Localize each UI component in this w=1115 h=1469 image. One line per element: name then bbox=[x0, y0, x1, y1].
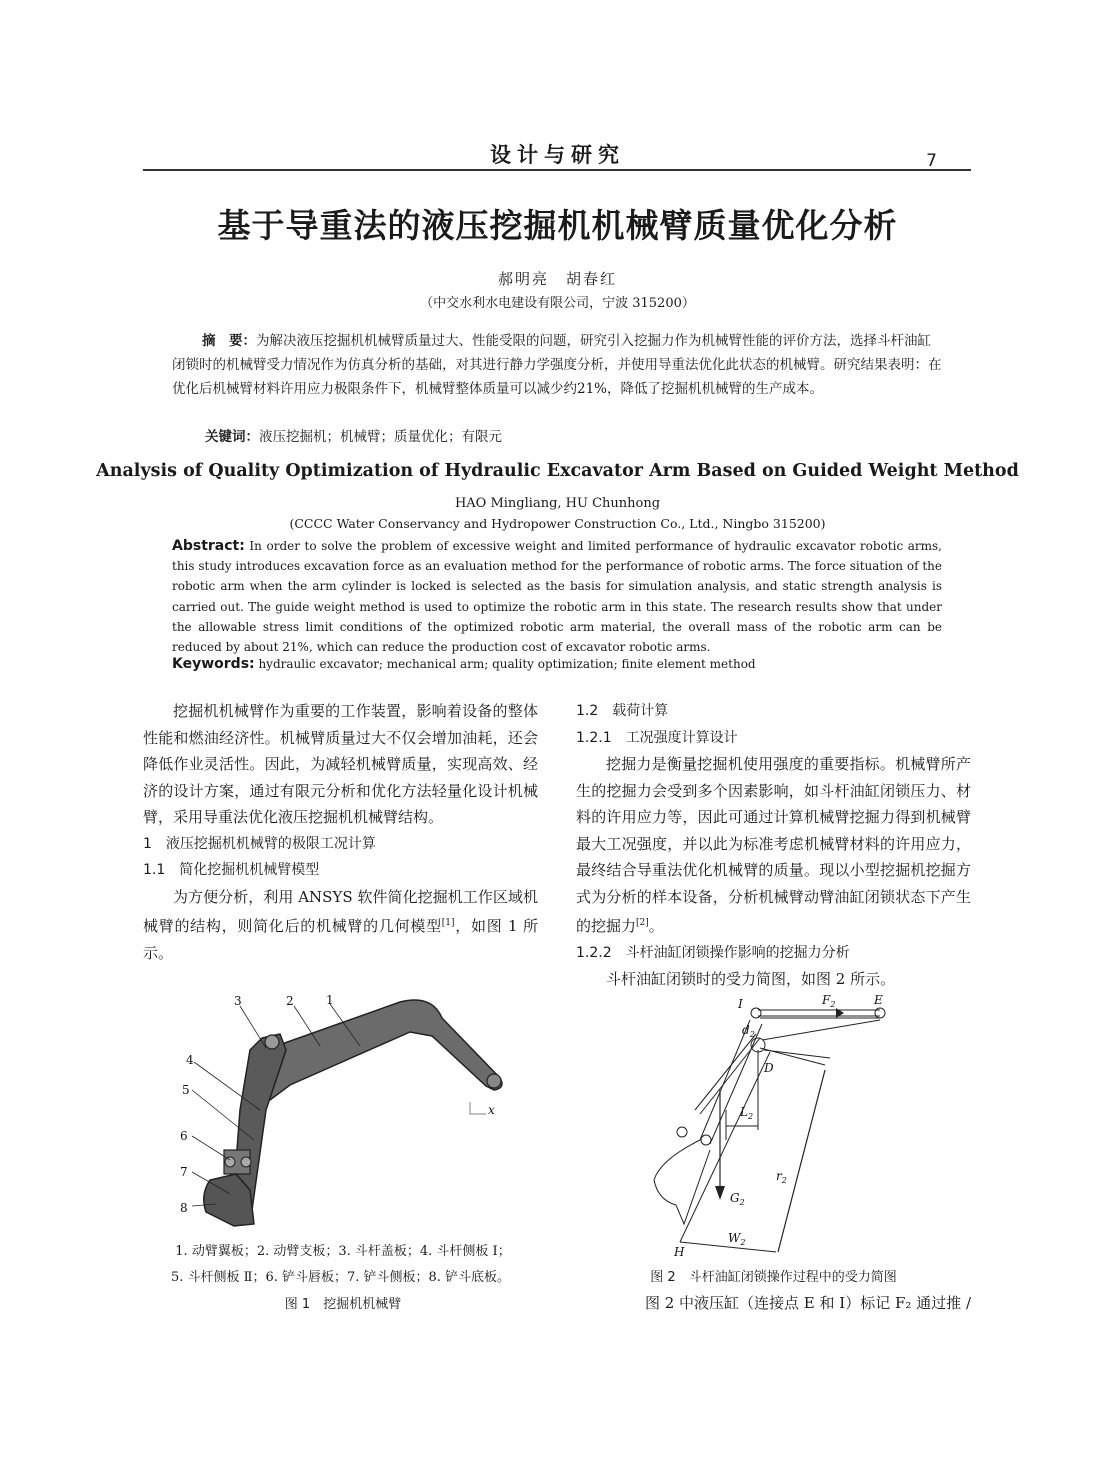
fig2-label-G2: $G_2$ bbox=[730, 1191, 745, 1207]
fig2-label-F2: $F_2$ bbox=[822, 993, 836, 1009]
ref-2: [2] bbox=[636, 918, 649, 928]
fig1-label-4: 4 bbox=[186, 1053, 194, 1067]
keywords-en bbox=[172, 656, 942, 672]
fig2-label-D: D bbox=[764, 1061, 774, 1075]
fig1-label-2: 2 bbox=[286, 994, 294, 1008]
keywords-en-label: Keywords: bbox=[172, 656, 255, 672]
continuation-line: 图 2 中液压缸（连接点 E 和 I）标记 F₂ 通过推 / bbox=[644, 1294, 971, 1312]
abstract-en-text: In order to solve the problem of excessive weight and limited performance of hydraulic excavator robotic arms, this study introduces excavation force as an evaluation method for the performance of robotic arms. The force situation of the robotic arm when the arm cylinder is locked is selected as the basis for simulation analysis, and static strength analysis is carried out. The guide weight method is used to optimize the robotic arm in this state. The research results show that under the allowable stress limit conditions of the optimized robotic arm material, the overall mass of the robotic arm can be reduced by about 21%, which can reduce the production cost of excavator robotic arms. bbox=[172, 539, 942, 655]
abstract-cn-text: 为解决液压挖掘机机械臂质量过大、性能受限的问题，研究引入挖掘力作为机械臂性能的评价方法，选择斗杆油缸闭锁时的机械臂受力情况作为仿真分析的基础，对其进行静力学强度分析，并使用导重法优化此状态的机械臂。研究结果表明：在优化后机械臂材料许用应力极限条件下，机械臂整体质量可以减少约21%，降低了挖掘机机械臂的生产成本。 bbox=[172, 333, 942, 397]
section-heading-1-1: 1.1 简化挖掘机机械臂模型 bbox=[143, 862, 320, 878]
keywords-cn-label: 关键词： bbox=[205, 429, 259, 445]
page-number: 7 bbox=[926, 151, 937, 171]
fig1-label-8: 8 bbox=[180, 1201, 188, 1215]
affiliation-en: (CCCC Water Conservancy and Hydropower Construction Co., Ltd., Ningbo 315200) bbox=[289, 516, 826, 531]
keywords-cn bbox=[205, 425, 945, 445]
figure-2-force-diagram bbox=[640, 990, 900, 1260]
fig1-label-7: 7 bbox=[180, 1165, 188, 1179]
paper-title: 基于导重法的液压挖掘机机械臂质量优化分析 bbox=[217, 206, 898, 245]
fig2-label-E: E bbox=[874, 993, 883, 1007]
fig1-caption: 图 1 挖掘机机械臂 bbox=[284, 1297, 402, 1312]
intro-paragraph: 挖掘机机械臂作为重要的工作装置，影响着设备的整体性能和燃油经济性。机械臂质量过大不仅会增加油耗，还会降低作业灵活性。因此，为减轻机械臂质量，实现高效、经济的设计方案，通过有限元分析和优化方法轻量化设计机械臂，采用导重法优化液压挖掘机机械臂结构。 bbox=[143, 702, 538, 826]
abstract-cn-label: 摘 要： bbox=[202, 333, 256, 349]
fig2-label-H: H bbox=[674, 1245, 685, 1259]
affiliation: （中交水利水电建设有限公司，宁波 315200） bbox=[420, 296, 695, 311]
abstract-cn bbox=[172, 329, 942, 401]
fig1-legend-line1: 1. 动臂翼板；2. 动臂支板；3. 斗杆盖板；4. 斗杆侧板 Ⅰ； bbox=[175, 1244, 511, 1259]
authors: 郝明亮 胡春红 bbox=[497, 270, 617, 288]
fig2-label-I: I bbox=[738, 997, 743, 1011]
fig1-label-6: 6 bbox=[180, 1129, 188, 1143]
fig1-legend-line2: 5. 斗杆侧板 Ⅱ；6. 铲斗唇板；7. 铲斗侧板；8. 铲斗底板。 bbox=[170, 1270, 511, 1285]
fig1-label-1: 1 bbox=[326, 993, 334, 1007]
header-rule bbox=[143, 169, 971, 171]
keywords-cn-text: 液压挖掘机；机械臂；质量优化；有限元 bbox=[259, 429, 502, 445]
ref-1: [1] bbox=[441, 918, 455, 928]
section-heading-1-2: 1.2 载荷计算 bbox=[576, 703, 669, 719]
section-heading-1: 1 液压挖掘机机械臂的极限工况计算 bbox=[143, 835, 376, 852]
boom-shape bbox=[265, 1000, 502, 1100]
right-column bbox=[576, 698, 971, 993]
abstract-en bbox=[172, 536, 942, 657]
abstract-en-label: Abstract: bbox=[172, 538, 245, 554]
fig2-caption: 图 2 斗杆油缸闭锁操作过程中的受力简图 bbox=[650, 1270, 897, 1285]
section-heading-1-2-2: 1.2.2 斗杆油缸闭锁操作影响的挖掘力分析 bbox=[576, 944, 850, 961]
left-column bbox=[143, 698, 538, 966]
paragraph-1-2-1: 挖掘力是衡量挖掘机使用强度的重要指标。机械臂所产生的挖掘力会受到多个因素影响，如斗杆油缸闭锁压力、材料的许用应力等，因此可通过计算机械臂挖掘力得到机械臂最大工况强度，并以此为标准考虑机械臂材料的许用应力，最终结合导重法优化机械臂的质量。现以小型挖掘机挖掘方式为分析的样本设备，分析机械臂动臂油缸闭锁状态下产生的挖掘力[2]。 bbox=[576, 755, 971, 935]
fig1-label-3: 3 bbox=[234, 994, 242, 1008]
section-heading-1-2-1: 1.2.1 工况强度计算设计 bbox=[576, 729, 738, 746]
fig2-label-W2: $W_2$ bbox=[728, 1231, 746, 1247]
fig2-label-d2: $d_2$ bbox=[742, 1023, 755, 1039]
figure-1-excavator-arm bbox=[170, 990, 515, 1240]
paragraph-1-1: 为方便分析，利用 ANSYS 软件简化挖掘机工作区域机械臂的结构，则简化后的机械臂的几何模型[1]，如图 1 所示。 bbox=[143, 887, 538, 962]
fig1-label-x: x bbox=[488, 1103, 495, 1117]
journal-section-title: 设计与研究 bbox=[490, 143, 625, 167]
authors-en: HAO Mingliang, HU Chunhong bbox=[454, 496, 661, 511]
paper-title-en: Analysis of Quality Optimization of Hydraulic Excavator Arm Based on Guided Weight Method bbox=[96, 461, 1019, 481]
paragraph-1-2-2: 斗杆油缸闭锁时的受力简图，如图 2 所示。 bbox=[606, 970, 896, 988]
fig2-label-r2: $r_2$ bbox=[776, 1169, 787, 1185]
fig1-label-5: 5 bbox=[182, 1083, 190, 1097]
keywords-en-text: hydraulic excavator; mechanical arm; quality optimization; finite element method bbox=[254, 657, 756, 671]
fig2-label-L2: $L_2$ bbox=[740, 1105, 754, 1121]
